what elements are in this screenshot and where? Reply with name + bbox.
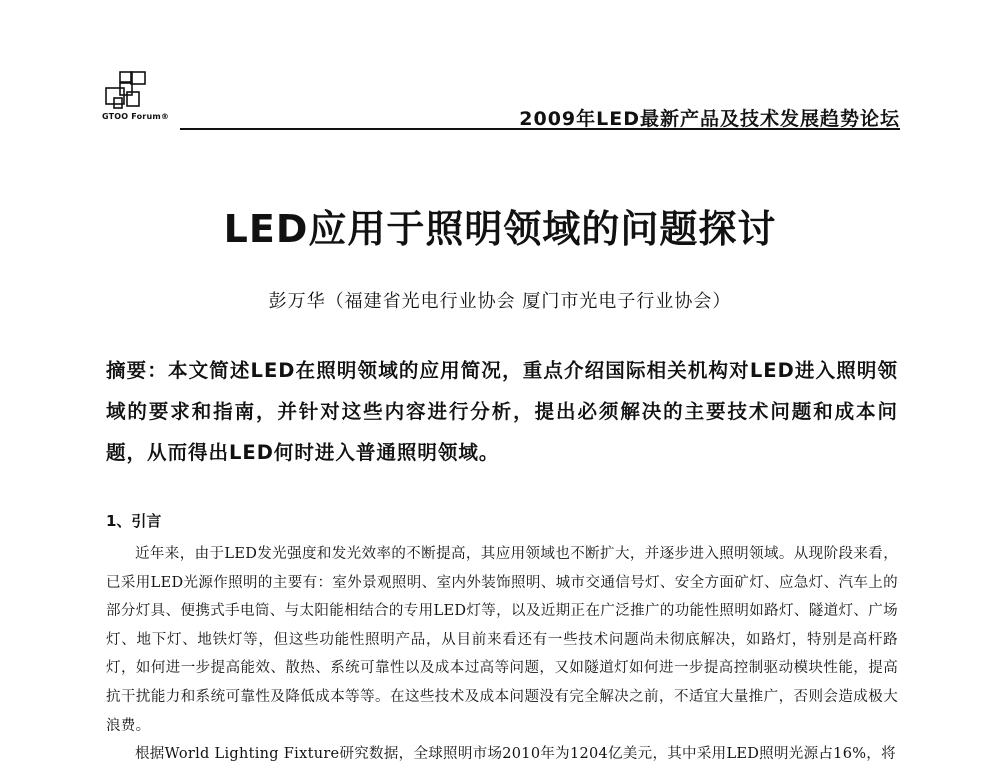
abstract-text: 本文简述LED在照明领域的应用简况，重点介绍国际相关机构对LED进入照明领域的要求和指南，并针对这些内容进行分析，提出必须解决的主要技术问题和成本问题，从而得出LED何时进入普通照明领域。 bbox=[106, 359, 898, 464]
author-affiliation: 彭万华（福建省光电行业协会 厦门市光电子行业协会） bbox=[268, 291, 732, 312]
gtoo-forum-logo bbox=[100, 70, 190, 126]
paper-title: LED应用于照明领域的问题探讨 bbox=[223, 207, 777, 251]
abstract bbox=[106, 350, 898, 473]
conference-title: 2009年LED最新产品及技术发展趋势论坛 bbox=[519, 108, 900, 130]
page-header bbox=[100, 68, 900, 130]
abstract-label: 摘要： bbox=[106, 359, 168, 382]
header-divider bbox=[180, 128, 900, 130]
section-body bbox=[106, 540, 898, 769]
logo-squares-icon bbox=[100, 70, 160, 114]
body-paragraph: 近年来，由于LED发光强度和发光效率的不断提高，其应用领域也不断扩大，并逐步进入照明领域。从现阶段来看，已采用LED光源作照明的主要有：室外景观照明、室内外装饰照明、城市交通信号灯、安全方面矿灯、应急灯、汽车上的部分灯具、便携式手电筒、与太阳能相结合的专用LED灯等，以及近期正在广泛推广的功能性照明如路灯、隧道灯、广场灯、地下灯、地铁灯等，但这些功能性照明产品，从目前来看还有一些技术问题尚未彻底解决，如路灯，特别是高杆路灯，如何进一步提高能效、散热、系统可靠性以及成本过高等问题，又如隧道灯如何进一步提高控制驱动模块性能，提高抗干扰能力和系统可靠性及降低成本等等。在这些技术及成本问题没有完全解决之前，不适宜大量推广，否则会造成极大浪费。 bbox=[106, 546, 898, 734]
logo-text: GTOO Forum® bbox=[102, 112, 170, 121]
section-heading: 1、引言 bbox=[106, 512, 162, 530]
body-paragraph: 根据World Lighting Fixture研究数据，全球照明市场2010年为1204亿美元，其中采用LED照明光源占16%，将 bbox=[135, 746, 896, 763]
